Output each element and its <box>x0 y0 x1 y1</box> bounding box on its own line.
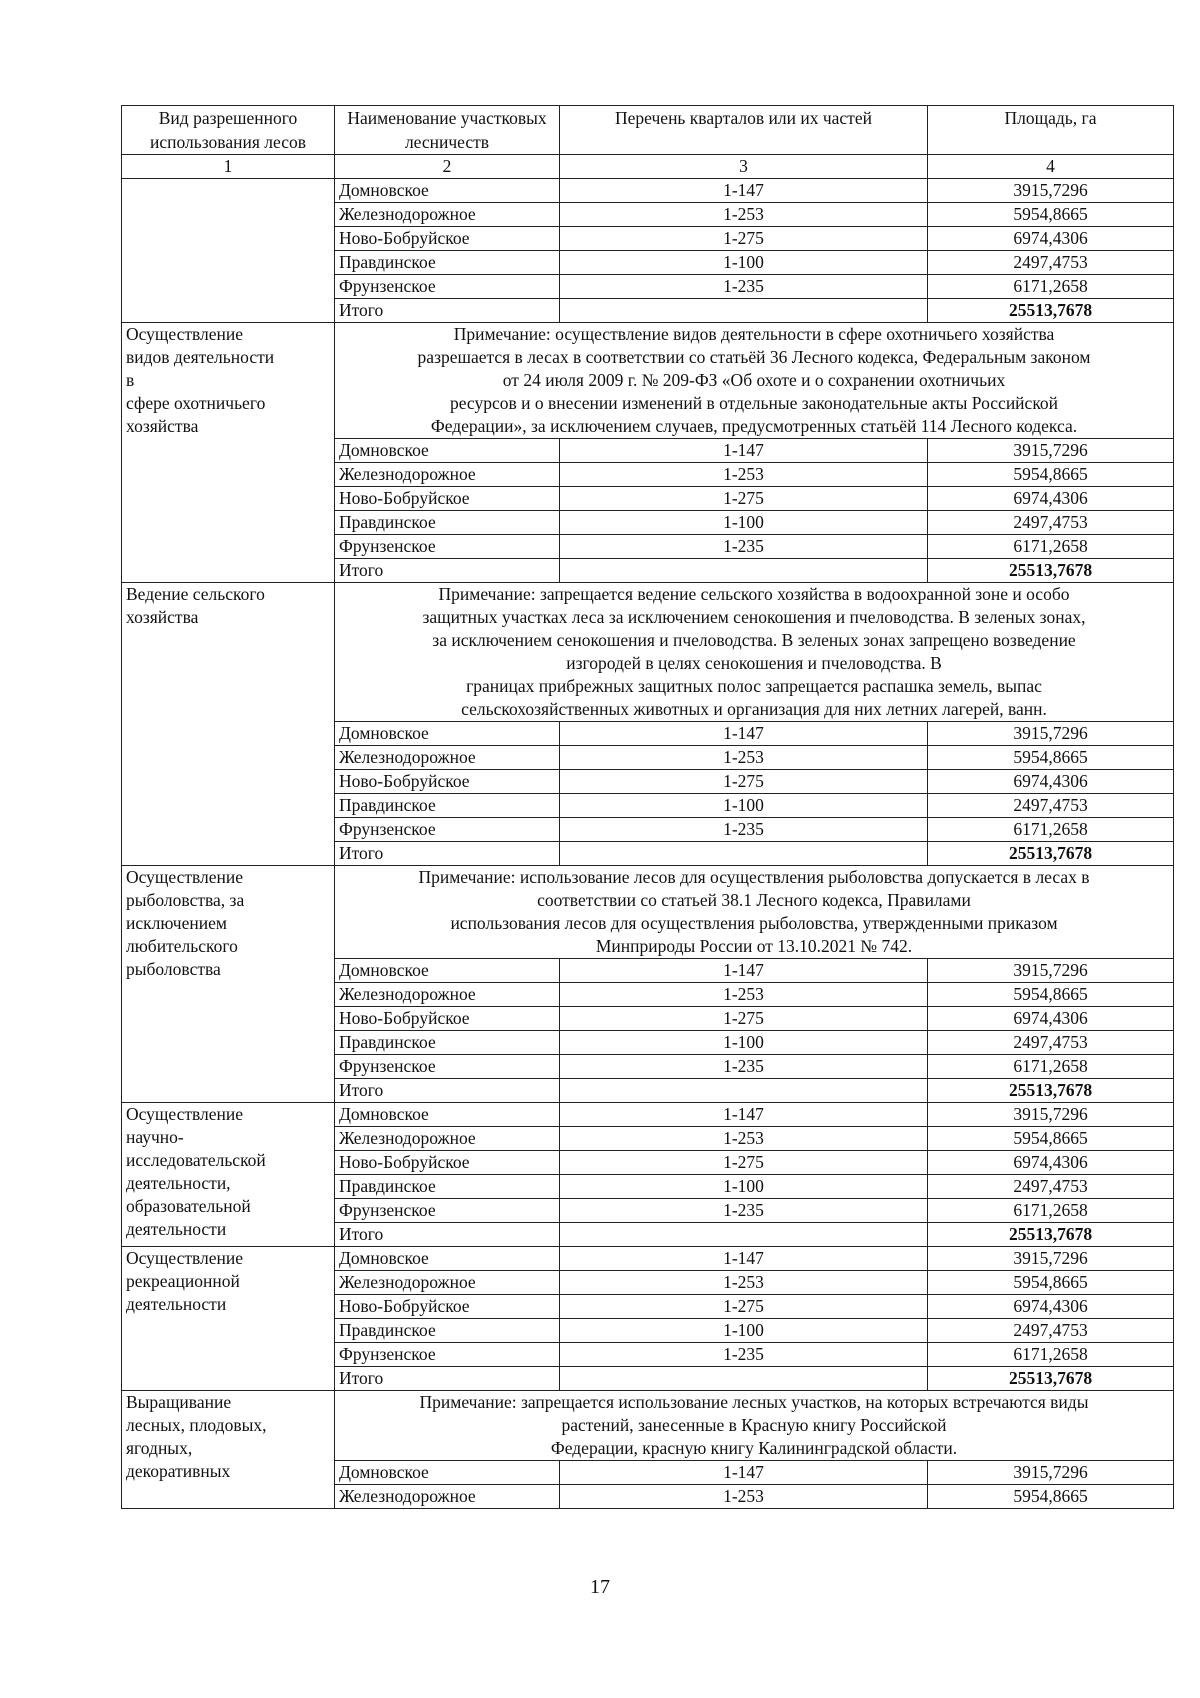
use-kind-line: научно- <box>126 1127 184 1147</box>
note-line: Примечание: запрещается ведение сельского хозяйства в водоохранной зоне и особо <box>438 584 1070 604</box>
use-kind-line: рыболовства <box>126 959 221 979</box>
total-quarters-empty <box>560 299 928 323</box>
note-line: изгородей в целях сенокошения и пчеловодства. В <box>566 653 942 673</box>
note-line: Минприроды России от 13.10.2021 № 742. <box>595 936 913 956</box>
forestry-name: Домновское <box>335 179 560 203</box>
forestry-name: Ново-Бобруйское <box>335 227 560 251</box>
forestry-name: Фрунзенское <box>335 1343 560 1367</box>
quarters-range: 1-275 <box>560 1007 928 1031</box>
total-area-value: 25513,7678 <box>928 559 1174 583</box>
use-kind-line: Ведение сельского <box>126 584 265 604</box>
forestry-name: Ново-Бобруйское <box>335 1295 560 1319</box>
forestry-name: Правдинское <box>335 1031 560 1055</box>
total-quarters-empty <box>560 1223 928 1247</box>
area-value: 6974,4306 <box>928 1007 1174 1031</box>
quarters-range: 1-253 <box>560 983 928 1007</box>
forestry-name: Домновское <box>335 722 560 746</box>
quarters-range: 1-147 <box>560 179 928 203</box>
quarters-range: 1-253 <box>560 1127 928 1151</box>
quarters-range: 1-275 <box>560 1151 928 1175</box>
area-value: 6974,4306 <box>928 487 1174 511</box>
area-value: 5954,8665 <box>928 1271 1174 1295</box>
forestry-name: Домновское <box>335 439 560 463</box>
area-value: 6974,4306 <box>928 227 1174 251</box>
note-line: границах прибрежных защитных полос запрещается распашка земель, выпас <box>466 676 1042 696</box>
use-kind-line: деятельности, <box>126 1173 231 1193</box>
forestry-name: Железнодорожное <box>335 1127 560 1151</box>
note-row <box>122 1391 1174 1461</box>
forestry-name: Домновское <box>335 1247 560 1271</box>
note-line: защитных участках леса за исключением сенокошения и пчеловодства. В зеленых зонах, <box>422 607 1086 627</box>
forestry-name: Фрунзенское <box>335 535 560 559</box>
note-cell <box>335 583 1174 722</box>
forestry-name: Правдинское <box>335 1319 560 1343</box>
area-value: 6171,2658 <box>928 1343 1174 1367</box>
quarters-range: 1-147 <box>560 1461 928 1485</box>
use-kind-line: Осуществление <box>126 324 244 344</box>
use-kind-line: в <box>126 370 135 390</box>
area-value: 6974,4306 <box>928 770 1174 794</box>
area-value: 6171,2658 <box>928 1055 1174 1079</box>
total-area-value: 25513,7678 <box>928 299 1174 323</box>
forestry-name: Правдинское <box>335 511 560 535</box>
quarters-range: 1-100 <box>560 1031 928 1055</box>
quarters-range: 1-253 <box>560 746 928 770</box>
table-row <box>122 1103 1174 1127</box>
area-value: 3915,7296 <box>928 722 1174 746</box>
area-value: 5954,8665 <box>928 463 1174 487</box>
note-line: Федерации», за исключением случаев, предусмотренных статьёй 114 Лесного кодекса. <box>430 416 1078 436</box>
quarters-range: 1-147 <box>560 1247 928 1271</box>
area-value: 5954,8665 <box>928 1127 1174 1151</box>
quarters-range: 1-100 <box>560 1319 928 1343</box>
forestry-name: Железнодорожное <box>335 203 560 227</box>
total-quarters-empty <box>560 842 928 866</box>
note-line: разрешается в лесах в соответствии со статьёй 36 Лесного кодекса, Федеральным законом <box>417 347 1091 367</box>
quarters-range: 1-100 <box>560 794 928 818</box>
quarters-range: 1-235 <box>560 1343 928 1367</box>
forestry-name: Фрунзенское <box>335 1055 560 1079</box>
table-row <box>122 1247 1174 1271</box>
use-kind-cell <box>122 323 335 583</box>
forestry-name: Фрунзенское <box>335 1199 560 1223</box>
area-value: 5954,8665 <box>928 203 1174 227</box>
use-kind-line: сфере охотничьего <box>126 393 266 413</box>
area-value: 6974,4306 <box>928 1295 1174 1319</box>
use-kind-line: декоративных <box>126 1461 231 1481</box>
quarters-range: 1-275 <box>560 1295 928 1319</box>
use-kind-line: исключением <box>126 913 227 933</box>
use-kind-cell <box>122 583 335 866</box>
use-kind-line: рыболовства, за <box>126 890 245 910</box>
total-area-value: 25513,7678 <box>928 842 1174 866</box>
header-col-kind: Вид разрешенного использования лесов <box>122 106 335 155</box>
total-label: Итого <box>335 1079 560 1103</box>
area-value: 6171,2658 <box>928 275 1174 299</box>
table-row <box>122 179 1174 203</box>
use-kind-line: Осуществление <box>126 1248 244 1268</box>
forestry-name: Домновское <box>335 1103 560 1127</box>
table-header-row <box>122 106 1174 155</box>
use-kind-line: хозяйства <box>126 416 199 436</box>
forestry-name: Домновское <box>335 959 560 983</box>
header-col-name: Наименование участковых лесничеств <box>335 106 560 155</box>
area-value: 3915,7296 <box>928 439 1174 463</box>
use-kind-line: Осуществление <box>126 1104 244 1124</box>
quarters-range: 1-253 <box>560 1485 928 1509</box>
use-kind-cell <box>122 1103 335 1247</box>
forestry-name: Правдинское <box>335 1175 560 1199</box>
forestry-name: Домновское <box>335 1461 560 1485</box>
quarters-range: 1-253 <box>560 463 928 487</box>
note-cell <box>335 323 1174 439</box>
total-label: Итого <box>335 842 560 866</box>
area-value: 2497,4753 <box>928 1175 1174 1199</box>
column-number: 2 <box>335 155 560 179</box>
area-value: 3915,7296 <box>928 1461 1174 1485</box>
forestry-name: Железнодорожное <box>335 1485 560 1509</box>
total-label: Итого <box>335 559 560 583</box>
use-kind-line: образовательной <box>126 1196 251 1216</box>
header-col-quarters: Перечень кварталов или их частей <box>560 106 928 155</box>
area-value: 3915,7296 <box>928 1247 1174 1271</box>
quarters-range: 1-147 <box>560 959 928 983</box>
area-value: 5954,8665 <box>928 1485 1174 1509</box>
area-value: 2497,4753 <box>928 1031 1174 1055</box>
note-line: за исключением сенокошения и пчеловодства. В зеленых зонах запрещено возведение <box>432 630 1076 650</box>
area-value: 5954,8665 <box>928 983 1174 1007</box>
quarters-range: 1-275 <box>560 487 928 511</box>
quarters-range: 1-275 <box>560 770 928 794</box>
total-label: Итого <box>335 299 560 323</box>
forestry-name: Железнодорожное <box>335 746 560 770</box>
forestry-name: Правдинское <box>335 251 560 275</box>
use-kind-cell <box>122 1247 335 1391</box>
note-line: соответствии со статьей 38.1 Лесного кодекса, Правилами <box>537 890 971 910</box>
quarters-range: 1-235 <box>560 535 928 559</box>
area-value: 6171,2658 <box>928 1199 1174 1223</box>
area-value: 5954,8665 <box>928 746 1174 770</box>
forestry-name: Ново-Бобруйское <box>335 487 560 511</box>
use-kind-line: любительского <box>126 936 238 956</box>
area-value: 6171,2658 <box>928 535 1174 559</box>
forestry-name: Ново-Бобруйское <box>335 1007 560 1031</box>
quarters-range: 1-147 <box>560 722 928 746</box>
forestry-name: Железнодорожное <box>335 1271 560 1295</box>
area-value: 3915,7296 <box>928 1103 1174 1127</box>
note-line: от 24 июля 2009 г. № 209-ФЗ «Об охоте и о сохранении охотничьих <box>502 370 1006 390</box>
area-value: 2497,4753 <box>928 1319 1174 1343</box>
forestry-name: Ново-Бобруйское <box>335 1151 560 1175</box>
total-quarters-empty <box>560 1079 928 1103</box>
total-area-value: 25513,7678 <box>928 1223 1174 1247</box>
use-kind-line: деятельности <box>126 1294 227 1314</box>
use-kind-line: ягодных, <box>126 1438 193 1458</box>
note-line: Примечание: осуществление видов деятельности в сфере охотничьего хозяйства <box>453 324 1055 344</box>
note-line: ресурсов и о внесении изменений в отдельные законодательные акты Российской <box>449 393 1059 413</box>
total-area-value: 25513,7678 <box>928 1079 1174 1103</box>
use-kind-cell <box>122 179 335 323</box>
note-row <box>122 866 1174 959</box>
use-kind-line: деятельности <box>126 1219 227 1239</box>
area-value: 3915,7296 <box>928 959 1174 983</box>
quarters-range: 1-147 <box>560 439 928 463</box>
note-line: сельскохозяйственных животных и организация для них летних лагерей, ванн. <box>461 699 1047 719</box>
quarters-range: 1-235 <box>560 1199 928 1223</box>
total-label: Итого <box>335 1223 560 1247</box>
note-line: использования лесов для осуществления рыболовства, утвержденными приказом <box>450 913 1058 933</box>
header-col-area: Площадь, га <box>928 106 1174 155</box>
quarters-range: 1-253 <box>560 1271 928 1295</box>
column-number: 1 <box>122 155 335 179</box>
use-kind-cell <box>122 1391 335 1509</box>
note-line: Федерации, красную книгу Калининградской области. <box>550 1438 958 1458</box>
forestry-name: Фрунзенское <box>335 818 560 842</box>
area-value: 2497,4753 <box>928 794 1174 818</box>
area-value: 2497,4753 <box>928 251 1174 275</box>
quarters-range: 1-235 <box>560 818 928 842</box>
forest-use-table <box>121 105 1174 1509</box>
note-line: Примечание: запрещается использование лесных участков, на которых встречаются виды <box>419 1392 1089 1412</box>
area-value: 3915,7296 <box>928 179 1174 203</box>
total-area-value: 25513,7678 <box>928 1367 1174 1391</box>
use-kind-line: лесных, плодовых, <box>126 1415 267 1435</box>
quarters-range: 1-100 <box>560 251 928 275</box>
use-kind-line: исследовательской <box>126 1150 266 1170</box>
note-cell <box>335 1391 1174 1461</box>
note-line: растений, занесенные в Красную книгу Российской <box>561 1415 947 1435</box>
page-number: 17 <box>590 1576 610 1598</box>
quarters-range: 1-235 <box>560 1055 928 1079</box>
forestry-name: Ново-Бобруйское <box>335 770 560 794</box>
note-line: Примечание: использование лесов для осуществления рыболовства допускается в лесах в <box>418 867 1090 887</box>
use-kind-line: видов деятельности <box>126 347 275 367</box>
column-number: 4 <box>928 155 1174 179</box>
forestry-name: Железнодорожное <box>335 463 560 487</box>
note-cell <box>335 866 1174 959</box>
use-kind-cell <box>122 866 335 1103</box>
quarters-range: 1-147 <box>560 1103 928 1127</box>
column-number-row <box>122 155 1174 179</box>
use-kind-line: Осуществление <box>126 867 244 887</box>
use-kind-line: рекреационной <box>126 1271 240 1291</box>
quarters-range: 1-235 <box>560 275 928 299</box>
area-value: 6171,2658 <box>928 818 1174 842</box>
quarters-range: 1-253 <box>560 203 928 227</box>
forestry-name: Фрунзенское <box>335 275 560 299</box>
total-quarters-empty <box>560 559 928 583</box>
area-value: 2497,4753 <box>928 511 1174 535</box>
quarters-range: 1-275 <box>560 227 928 251</box>
use-kind-line: Выращивание <box>126 1392 232 1412</box>
area-value: 6974,4306 <box>928 1151 1174 1175</box>
note-row <box>122 323 1174 439</box>
forestry-name: Железнодорожное <box>335 983 560 1007</box>
quarters-range: 1-100 <box>560 511 928 535</box>
note-row <box>122 583 1174 722</box>
column-number: 3 <box>560 155 928 179</box>
total-label: Итого <box>335 1367 560 1391</box>
use-kind-line: хозяйства <box>126 607 199 627</box>
forestry-name: Правдинское <box>335 794 560 818</box>
total-quarters-empty <box>560 1367 928 1391</box>
quarters-range: 1-100 <box>560 1175 928 1199</box>
